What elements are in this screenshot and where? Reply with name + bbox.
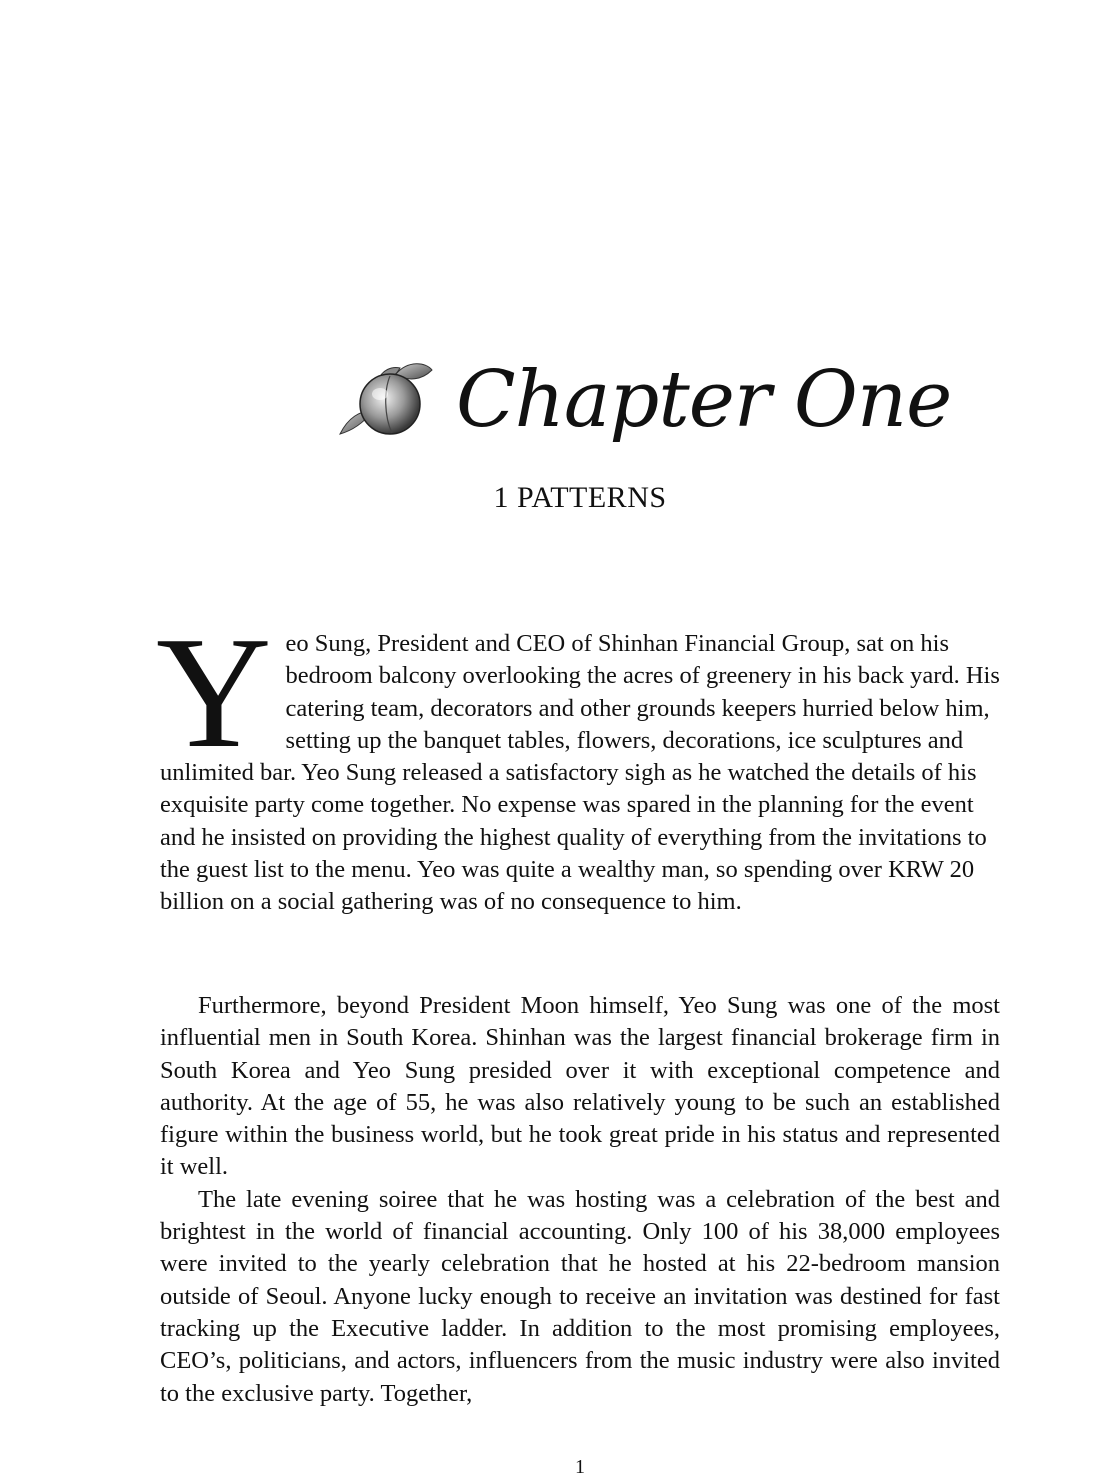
chapter-title: Chapter One	[456, 355, 952, 445]
body-text	[160, 990, 1000, 1410]
peach-icon	[338, 360, 434, 440]
page-number: 1	[575, 1456, 585, 1478]
opening-paragraph	[156, 603, 1000, 919]
paragraph-2: Furthermore, beyond President Moon himself, Yeo Sung was one of the most influential men in South Korea. Shinhan was the largest financial brokerage firm in South Korea and Yeo Sung presided over it with exceptional competence and authority. At the age of 55, he was also relatively young to be such an established figure within the business world, but he took great pride in his status and represented it well.	[160, 992, 1000, 1181]
drop-cap: Y	[156, 603, 272, 781]
paragraph-3: The late evening soiree that he was hosting was a celebration of the best and brightest in the world of financial accounting. Only 100 of his 38,000 employees were invited to the yearly celebration that he hosted at his 22-bedroom mansion outside of Seoul. Anyone lucky enough to receive an invitation was destined for fast tracking up the Executive ladder. In addition to the most promising employees, CEO’s, politicians, and actors, influencers from the music industry were also invited to the exclusive party. Together,	[160, 1185, 1000, 1407]
chapter-subtitle: 1 PATTERNS	[493, 481, 667, 514]
chapter-heading	[0, 350, 1108, 460]
paragraph-1-text: eo Sung, President and CEO of Shinhan Financial Group, sat on his bedroom balcony overlooking the acres of greenery in his back yard. His catering team, decorators and other grounds keepers hurried below him, setting up the banquet tables, flowers, decorations, ice sculptures and unlimited bar. Yeo Sung released a satisfactory sigh as he watched the details of his exquisite party come together. No expense was spared in the planning for the event and he insisted on providing the highest quality of everything from the invitations to the guest list to the menu. Yeo was quite a wealthy man, so spending over KRW 20 billion on a social gathering was of no consequence to him.	[160, 630, 1000, 916]
